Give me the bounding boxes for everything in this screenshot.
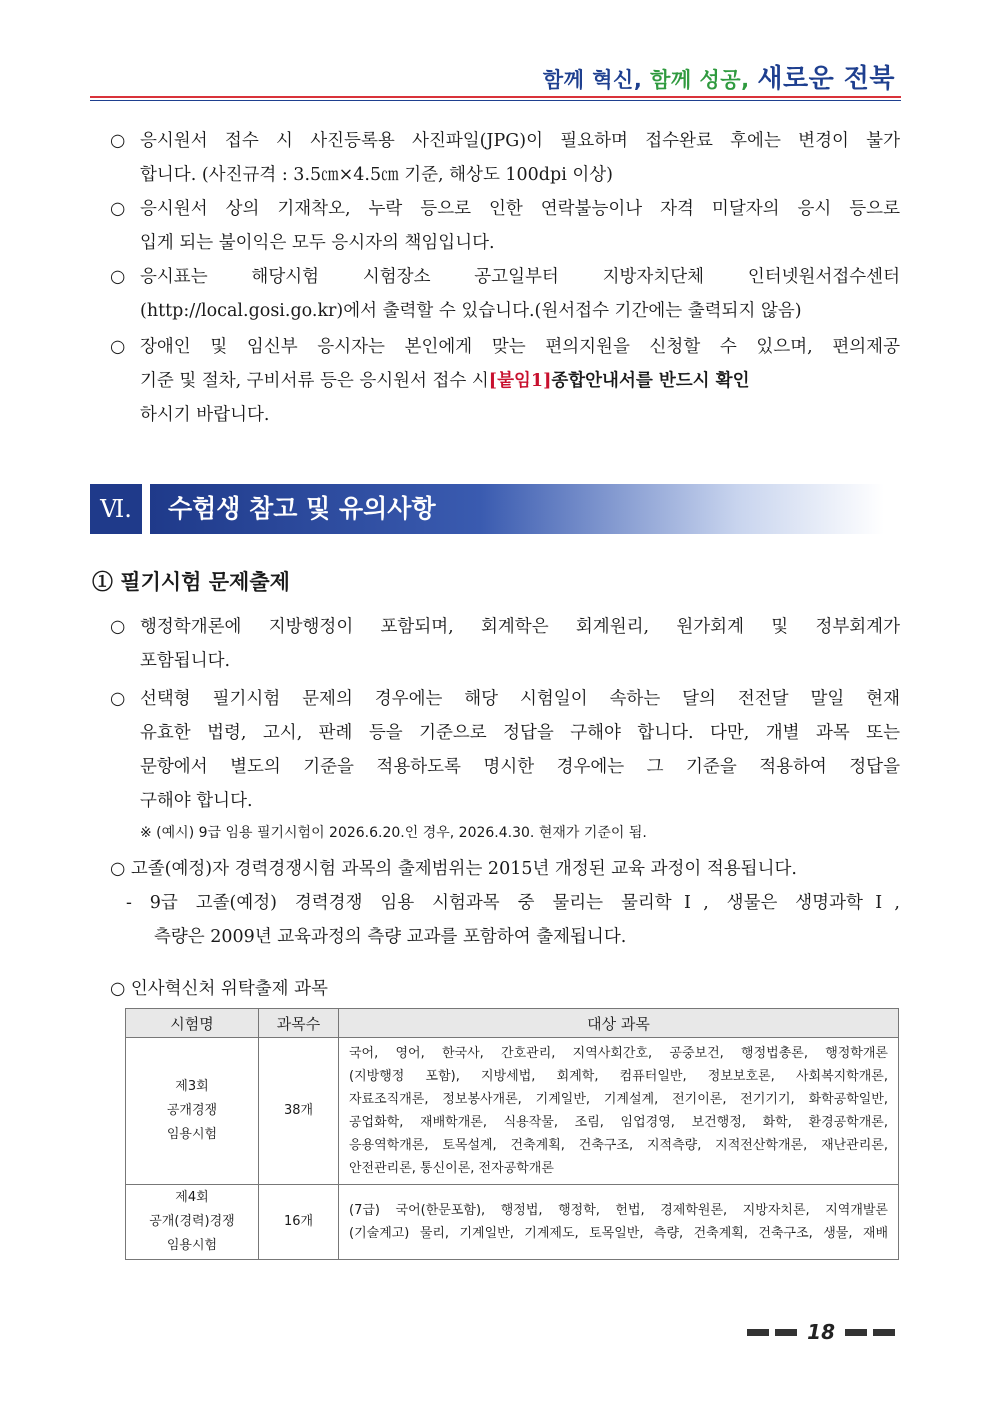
- intro-item-4: ○ 장애인 및 임신부 응시자는 본인에게 맞는 편의지원을 신청할 수 있으며, 편의제공 기준 및 절차, 구비서류 등은 응시원서 접수 시 [붙임1] 종합안내서를 반드시 확인 하시기 바랍니다.: [110, 337, 900, 425]
- header-exam-name: 시험명: [126, 1009, 259, 1038]
- footer-bar: [775, 1329, 797, 1336]
- page-footer: [747, 1320, 895, 1344]
- slogan-part-1: 함께 혁신,: [542, 68, 643, 92]
- header-rule-blue: [90, 100, 901, 101]
- item-table-intro: ○ 인사혁신처 위탁출제 과목: [110, 979, 328, 999]
- subject-list: 국어, 영어, 한국사, 간호관리, 지역사회간호, 공중보건, 행정법총론, 행정학개론 (지방행정 포함), 지방세법, 회계학, 컴퓨터일반, 정보보호론, 사회복지학개론, 자료조직개론, 정보봉사개론, 기계일반, 기계설계, 전기이론, 전기기기, 화학공학일반, 공업화학, 재배학개론, 식용작물, 조림, 임업경영, 보건행정, 화학, 환경공학개론, 응용역학개론, 토목설계, 건축계획, 건축구조, 지적측량, 지적전산학개론, 재난관리론, 안전관리론, 통신이론, 전자공학개론: [339, 1038, 899, 1185]
- slogan-part-2: 함께 성공,: [650, 68, 750, 92]
- section-title: 수험생 참고 및 유의사항: [150, 484, 884, 534]
- subject-list: (7급) 국어(한문포함), 행정법, 행정학, 헌법, 경제학원론, 지방자치론, 지역개발론 (기술계고) 물리, 기계일반, 기계제도, 토목일반, 측량, 건축계획, 건축구조, 생물, 재배: [339, 1185, 899, 1260]
- header-rule-red: [90, 96, 901, 98]
- exam-name: 제3회 공개경쟁 임용시험: [126, 1038, 259, 1185]
- footer-bar: [747, 1329, 769, 1336]
- header-subject-count: 과목수: [259, 1009, 339, 1038]
- subsection-title: ① 필기시험 문제출제: [92, 569, 290, 594]
- footer-bar: [845, 1329, 867, 1336]
- header-subjects: 대상 과목: [339, 1009, 899, 1038]
- header-slogan: [543, 58, 895, 95]
- intro-item-3: ○ 응시표는 해당시험 시험장소 공고일부터 지방자치단체 인터넷원서접수센터 (http://local.gosi.go.kr)에서 출력할 수 있습니다.(원서접수 기간에는 출력되지 않음): [110, 267, 900, 321]
- attachment-ref: [붙임1]: [488, 371, 552, 391]
- exam-name: 제4회 공개(경력)경쟁 임용시험: [126, 1185, 259, 1260]
- subject-count: 38개: [259, 1038, 339, 1185]
- table-row: [126, 1038, 899, 1185]
- item-high-school: ○ 고졸(예정)자 경력경쟁시험 과목의 출제범위는 2015년 개정된 교육 과정이 적용됩니다. - 9급 고졸(예정) 경력경쟁 임용 시험과목 중 물리는 물리학Ⅰ, 생물은 생명과학Ⅰ, 측량은 2009년 교육과정의 측량 교과를 포함하여 출제됩니다.: [110, 859, 900, 947]
- example-note: ※ (예시) 9급 임용 필기시험이 2026.6.20.인 경우, 2026.4.30. 현재가 기준이 됨.: [140, 825, 647, 841]
- page-number: 18: [807, 1320, 835, 1344]
- footer-bar: [873, 1329, 895, 1336]
- table-header-row: [126, 1009, 899, 1038]
- item-admin-study: ○ 행정학개론에 지방행정이 포함되며, 회계학은 회계원리, 원가회계 및 정부회계가 포함됩니다.: [110, 617, 900, 671]
- subject-count: 16개: [259, 1185, 339, 1260]
- subject-table: [125, 1008, 899, 1260]
- table-row: [126, 1185, 899, 1260]
- section-number: Ⅵ.: [90, 484, 142, 534]
- section-banner: [90, 484, 884, 534]
- item-multiple-choice: ○ 선택형 필기시험 문제의 경우에는 해당 시험일이 속하는 달의 전전달 말일 현재 유효한 법령, 고시, 판례 등을 기준으로 정답을 구해야 합니다. 다만, 개별 과목 또는 문항에서 별도의 기준을 적용하도록 명시한 경우에는 그 기준을 적용하여 정답을 구해야 합니다.: [110, 689, 900, 811]
- slogan-part-3: 새로운 전북: [757, 64, 895, 94]
- intro-item-1: ○ 응시원서 접수 시 사진등록용 사진파일(JPG)이 필요하며 접수완료 후에는 변경이 불가 합니다. (사진규격 : 3.5㎝×4.5㎝ 기준, 해상도 100dpi 이상): [110, 131, 900, 185]
- intro-item-2: ○ 응시원서 상의 기재착오, 누락 등으로 인한 연락불능이나 자격 미달자의 응시 등으로 입게 되는 불이익은 모두 응시자의 책임입니다.: [110, 199, 900, 253]
